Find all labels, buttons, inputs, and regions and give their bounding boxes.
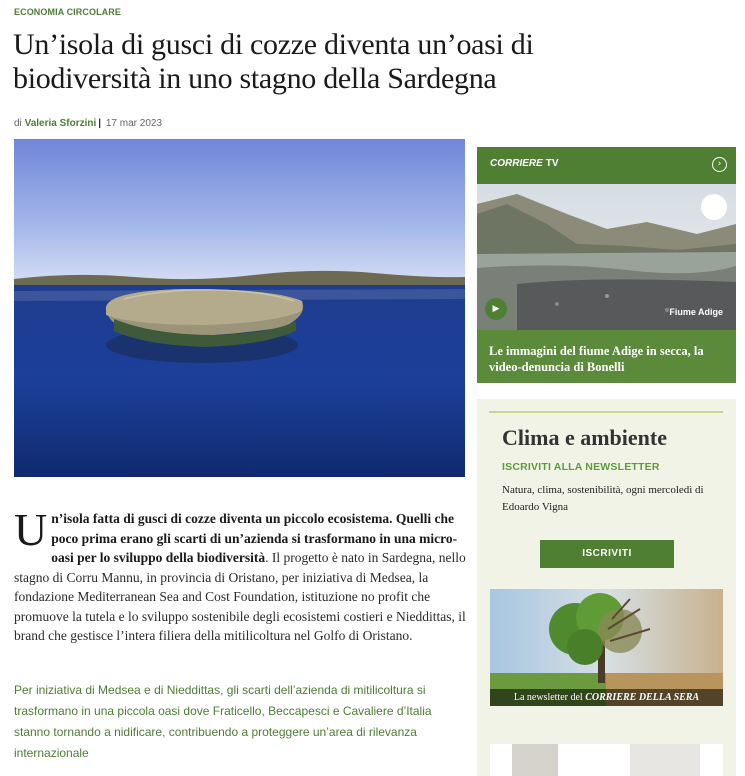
play-icon[interactable]: ▶ [485, 298, 507, 320]
article-lead [14, 504, 466, 646]
newsletter-description: Natura, clima, sostenibilità, ogni mercoledì di Edoardo Vigna [502, 484, 704, 513]
corriere-tv-logo[interactable] [490, 158, 559, 169]
corriere-tv-header [477, 147, 736, 184]
subscribe-button[interactable]: ISCRIVITI [540, 540, 674, 568]
article-date: 17 mar 2023 [105, 118, 163, 129]
newsletter-widget [477, 399, 736, 776]
divider [489, 411, 723, 413]
corriere-tv-brand: CORRIERE [490, 158, 543, 169]
author-link[interactable]: Valeria Sforzini [24, 118, 97, 129]
newsletter-title: Clima e ambiente [502, 425, 667, 450]
banner-caption-prefix: La newsletter del [513, 692, 583, 703]
lead-bold-text: n’isola fatta di gusci di cozze diventa un piccolo ecosistema. Quelli che poco prima erano gli scarti di un’azienda si trasformano in una micro-oasi per lo sviluppo della biodiversità [51, 511, 458, 565]
hero-image [14, 139, 465, 477]
article-kicker[interactable]: ECONOMIA CIRCOLARE [14, 7, 121, 17]
shell-island-photo [14, 139, 465, 477]
video-label: Fiume Adige [669, 307, 723, 317]
byline [14, 118, 162, 129]
byline-separator: | [98, 118, 102, 129]
drop-cap: U [14, 504, 48, 555]
party-logo-badge [700, 193, 728, 221]
video-title-link[interactable]: Le immagini del fiume Adige in secca, la video-denuncia di Bonelli [489, 344, 704, 374]
banner-caption-brand: CORRIERE DELLA SERA [585, 692, 700, 703]
next-promo-image[interactable] [490, 744, 723, 776]
newsletter-banner-caption [490, 689, 723, 706]
promo-photo [490, 744, 723, 776]
byline-prefix: di [14, 118, 22, 129]
lead-body-text: . Il progetto è nato in Sardegna, nello stagno di Corru Mannu, in provincia di Oristano, per iniziativa di Medsea, la fondazione Mediterranean Sea and Cost Foundation, istituzione no profit che promuove la tutela e lo sviluppo sostenibile degli ecosistemi costieri e Nieddittas, il brand che gestisce l’intera filiera della mitilicoltura nel Golfo di Oristano. [14, 550, 466, 643]
newsletter-banner[interactable] [490, 589, 723, 706]
newsletter-subtitle: ISCRIVITI ALLA NEWSLETTER [502, 461, 660, 473]
corriere-tv-suffix: TV [545, 158, 559, 169]
article-highlight: Per iniziativa di Medsea e di Nieddittas, gli scarti dell’azienda di mitilicoltura si trasformano in una piccola oasi dove Fraticello, Beccapesci e Cavaliere d’Italia stanno tornando a nidificare, contribuendo a proteggere un’area di rilevanza internazionale [14, 683, 432, 760]
chevron-right-circle-icon[interactable]: › [712, 157, 727, 172]
article-title: Un’isola di gusci di cozze diventa un’oasi di biodiversità in uno stagno della Sardegna [13, 28, 534, 95]
corriere-tv-widget[interactable] [477, 147, 736, 383]
